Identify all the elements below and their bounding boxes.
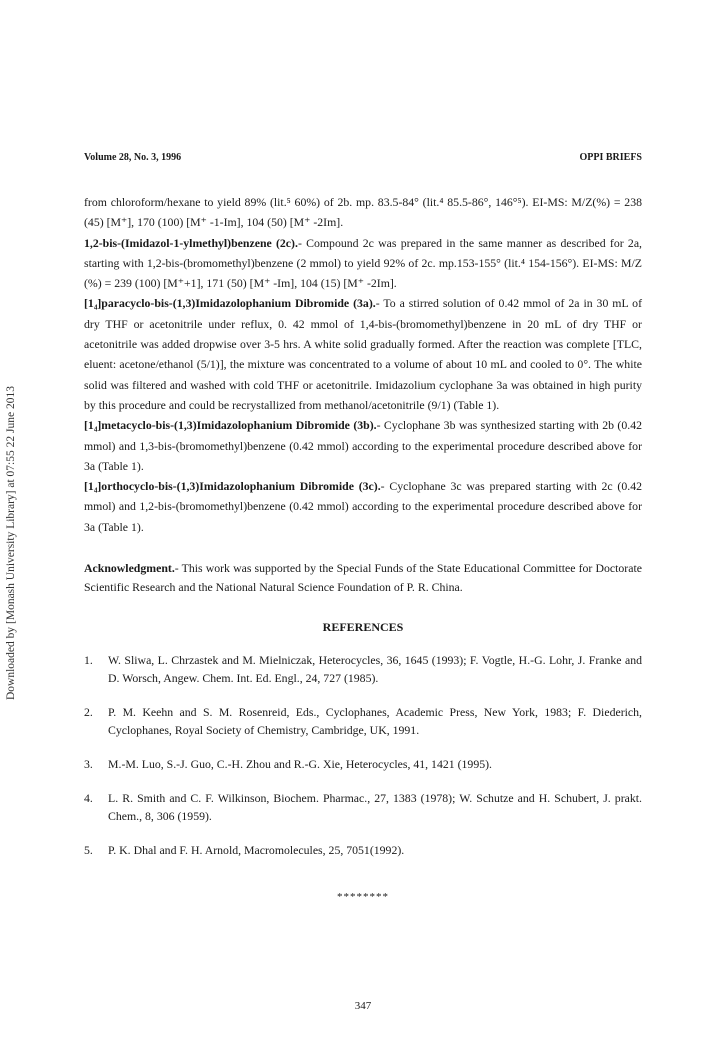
acknowledgment-text: - This work was supported by the Special Funds of the State Educational Committee for Doctorate Scientific Research and the National Natural Science Foundation of P. R. China. — [84, 561, 642, 595]
reference-text: P. M. Keehn and S. M. Rosenreid, Eds., Cyclophanes, Academic Press, New York, 1983; F. Diederich, Cyclophanes, Royal Society of Chemistry, Cambridge, UK, 1991. — [108, 705, 642, 737]
reference-number: 1. — [84, 653, 93, 667]
compound-3c-text: - Cyclophane 3c was prepared starting with 2c (0.42 mmol) and 1,2-bis-(bromomethyl)benzene (0.42 mmol) according to the experimental procedure described above for 3a (Table 1). — [84, 479, 642, 534]
compound-2c-title: 1,2-bis-(Imidazol-1-ylmethyl)benzene (2c). — [84, 235, 298, 250]
compound-2c-text: - Compound 2c was prepared in the same manner as described for 2a, starting with 1,2-bis-(bromomethyl)benzene (2 mmol) to yield 92% of 2c. mp.153-155° (lit.⁴ 154-156°). EI-MS: M/Z (%) = 239 (100) [M⁺+1], 171 (50) [M⁺ -Im], 104 (15) [M⁺ -2Im]. — [84, 235, 643, 291]
article-body — [84, 192, 642, 597]
reference-item — [84, 651, 642, 687]
reference-item — [84, 841, 642, 859]
end-separator: ******** — [337, 891, 389, 903]
reference-text: W. Sliwa, L. Chrzastek and M. Mielniczak, Heterocycles, 36, 1645 (1993); F. Vogtle, H.-G. Lohr, J. Franke and D. Worsch, Angew. Chem. Int. Ed. Engl., 24, 727 (1985). — [108, 653, 642, 685]
compound-3b-text: - Cyclophane 3b was synthesized starting with 2b (0.42 mmol) and 1,3-bis-(bromomethyl)benzene (0.42 mmol) according to the experimental procedure described above for 3a (Table 1). — [84, 418, 642, 473]
compound-3c-title: [1₄]orthocyclo-bis-(1,3)Imidazolophanium Dibromide (3c). — [84, 479, 381, 494]
compound-3a-text: - To a stirred solution of 0.42 mmol of 2a in 30 mL of dry THF or acetonitrile under reflux, 0. 42 mmol of 1,4-bis-(bromomethyl)benzene in 20 mL of dry THF or acetonitrile was added dropwise over 3-5 hrs. A white solid gradually formed. After the reaction was complete [TLC, eluent: acetone/ethanol (5/1)], the mixture was concentrated to a volume of about 10 mL and cooled to 0°. The white solid was filtered and washed with cold THF or acetonitrile. Imidazolium cyclophane 3a was obtained in high purity by this procedure and could be recrystallized from methanol/acetonitrile (9/1) (Table 1). — [84, 296, 642, 412]
acknowledgment — [84, 559, 642, 597]
paragraph-2b-continued: from chloroform/hexane to yield 89% (lit.⁵ 60%) of 2b. mp. 83.5-84° (lit.⁴ 85.5-86°, 146°⁵). EI-MS: M/Z(%) = 238 (45) [M⁺], 170 (100) [M⁺ -1-Im], 104 (50) [M⁺ -2Im]. — [84, 195, 642, 230]
paragraph-2c — [84, 233, 642, 294]
reference-item — [84, 789, 642, 825]
compound-3b-title: [1₄]metacyclo-bis-(1,3)Imidazolophanium Dibromide (3b). — [84, 418, 377, 433]
download-watermark — [3, 260, 23, 700]
acknowledgment-title: Acknowledgment. — [84, 561, 175, 576]
reference-item — [84, 703, 642, 739]
paragraph-3c — [84, 476, 642, 537]
running-header — [84, 152, 642, 166]
page-number: 347 — [354, 1000, 372, 1012]
reference-text: P. K. Dhal and F. H. Arnold, Macromolecules, 25, 7051(1992). — [108, 843, 405, 857]
reference-number: 4. — [84, 791, 93, 805]
reference-number: 2. — [84, 705, 93, 719]
watermark-text: Downloaded by [Monash University Library] at 07:55 22 June 2013 — [5, 386, 17, 700]
paragraph-3b — [84, 415, 642, 476]
compound-3a-title: [1₄]paracyclo-bis-(1,3)Imidazolophanium Dibromide (3a). — [84, 296, 376, 311]
paragraph-3a — [84, 293, 642, 415]
reference-number: 5. — [84, 843, 93, 857]
reference-item — [84, 755, 642, 773]
journal-section: OPPI BRIEFS — [579, 152, 642, 163]
reference-text: L. R. Smith and C. F. Wilkinson, Biochem. Pharmac., 27, 1383 (1978); W. Schutze and H. Schubert, J. prakt. Chem., 8, 306 (1959). — [108, 791, 642, 823]
references-heading: REFERENCES — [322, 620, 404, 634]
reference-text: M.-M. Luo, S.-J. Guo, C.-H. Zhou and R.-G. Xie, Heterocycles, 41, 1421 (1995). — [108, 757, 492, 771]
reference-number: 3. — [84, 757, 93, 771]
reference-list — [84, 651, 642, 875]
journal-volume: Volume 28, No. 3, 1996 — [84, 152, 182, 163]
